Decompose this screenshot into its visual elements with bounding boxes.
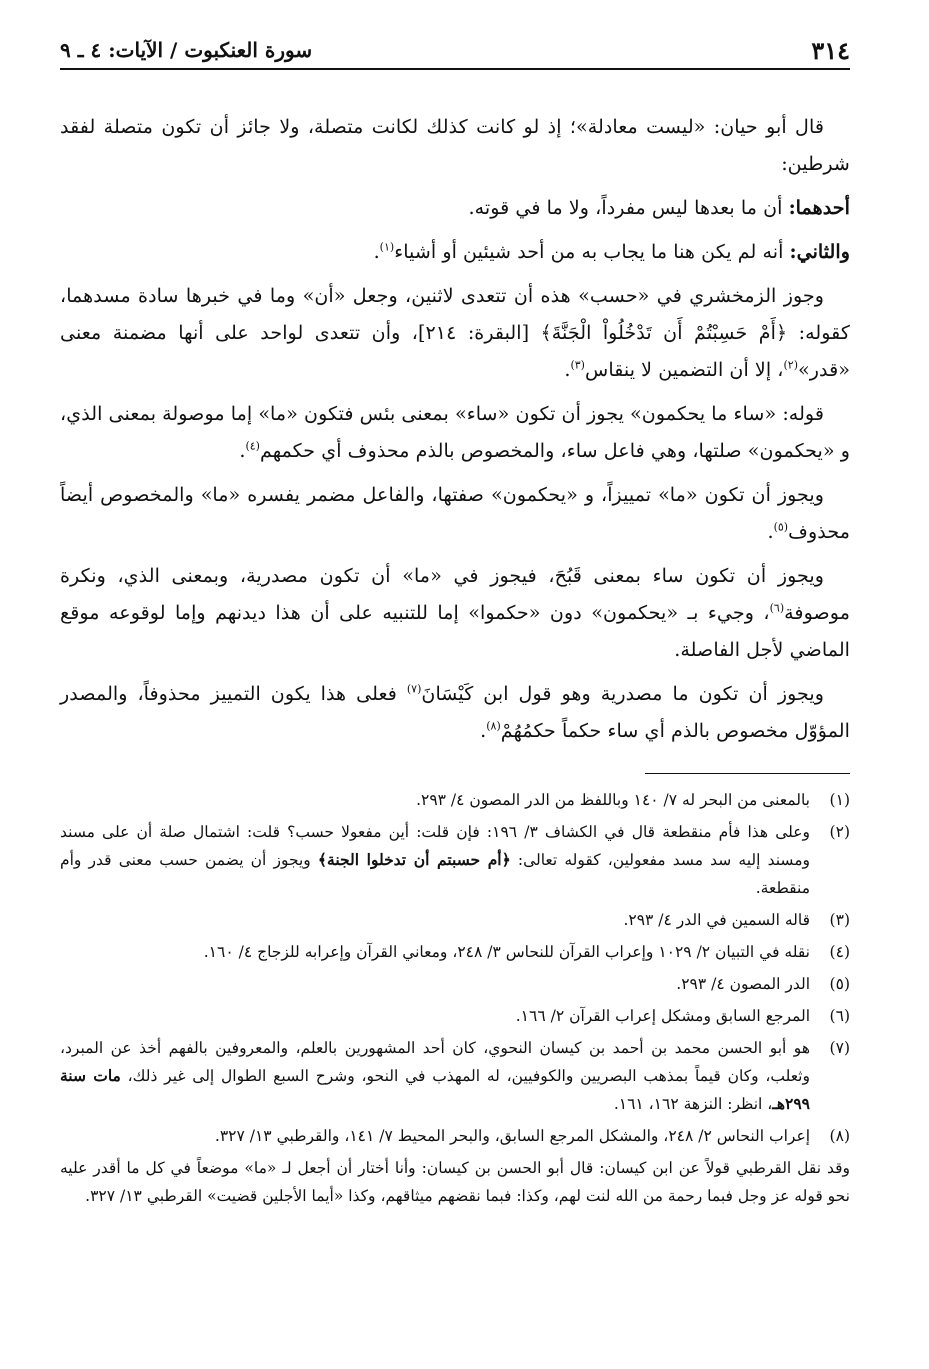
- footnote-divider: [645, 773, 850, 774]
- footnote-4: (٤) نقله في التبيان ٢/ ١٠٢٩ وإعراب القرآن للنحاس ٣/ ٢٤٨، ومعاني القرآن وإعرابه للزجاج ٤/ ١٦٠.: [60, 938, 850, 966]
- footnote-2: (٢) وعلى هذا فأم منقطعة قال في الكشاف ٣/ ١٩٦: فإن قلت: أين مفعولا حسب؟ قلت: اشتمال صلة أن على مسند ومسند إليه سد مسد مفعولين، كقوله تعالى: ﴿أم حسبتم أن تدخلوا الجنة﴾ ويجوز أن يضمن حسب معنى قدر وأم منقطعة.: [60, 818, 850, 902]
- footnote-number: (٤): [829, 943, 850, 961]
- paragraph-tamyiz: ويجوز أن تكون «ما» تمييزاً، و «يحكمون» صفتها، والفاعل مضمر يفسره «ما» والمخصوص أيضاً محذوف$^{(٥)}$.: [60, 483, 850, 543]
- footnote-number: (٥): [829, 975, 850, 993]
- footnotes: [60, 786, 850, 1210]
- footnote-3: (٣) قاله السمين في الدر ٤/ ٢٩٣.: [60, 906, 850, 934]
- lead-second: والثاني:: [789, 240, 850, 263]
- footnote-number: (٧): [829, 1039, 850, 1057]
- footnote-ref-5[interactable]: (٥): [773, 520, 789, 534]
- lead-first: أحدهما:: [788, 196, 850, 219]
- footnote-1: (١) بالمعنى من البحر له ٧/ ١٤٠ وباللفظ من الدر المصون ٤/ ٢٩٣.: [60, 786, 850, 814]
- footnote-ref-4[interactable]: (٤): [245, 439, 260, 453]
- footnote-ref-7[interactable]: (٧): [406, 682, 422, 696]
- paragraph-1: قال أبو حيان: «ليست معادلة»؛ إذ لو كانت كذلك لكانت متصلة، ولا جائز أن تكون متصلة لفقد شرطين:: [60, 115, 850, 175]
- footnote-ref-6[interactable]: (٦): [769, 601, 785, 615]
- footnote-ref-1[interactable]: (١): [379, 240, 395, 254]
- footnote-ref-3[interactable]: (٣): [570, 358, 585, 372]
- page: [60, 36, 850, 1210]
- page-number: ٣١٤: [811, 36, 850, 65]
- footnote-8-continuation: وقد نقل القرطبي قولاً عن ابن كيسان: قال أبو الحسن بن كيسان: وأنا أختار أن أجعل لـ «ما» موضعاً في كل ما أقدر عليه نحو قوله عز وجل فبما رحمة من الله لنت لهم، وكذا: فبما نقضهم ميثاقهم، وكذا «أيما الأجلين قضيت» القرطبي ١٣/ ٣٢٧.: [60, 1159, 850, 1205]
- footnote-number: (٣): [829, 911, 850, 929]
- running-head: سورة العنكبوت / الآيات: ٤ ـ ٩: [60, 38, 313, 62]
- footnote-5: (٥) الدر المصون ٤/ ٢٩٣.: [60, 970, 850, 998]
- footnote-number: (٦): [829, 1007, 850, 1025]
- footnote-number: (٢): [829, 823, 850, 841]
- page-header: [60, 36, 850, 70]
- footnote-ref-8[interactable]: (٨): [486, 719, 501, 733]
- footnote-8: (٨) إعراب النحاس ٢/ ٢٤٨، والمشكل المرجع السابق، والبحر المحيط ٧/ ١٤١، والقرطبي ١٣/ ٣٢٧.: [60, 1122, 850, 1150]
- footnote-number: (٨): [829, 1127, 850, 1145]
- main-text: [60, 108, 850, 749]
- footnote-6: (٦) المرجع السابق ومشكل إعراب القرآن ٢/ ١٦٦.: [60, 1002, 850, 1030]
- paragraph-saa: قوله: «ساء ما يحكمون» يجوز أن تكون «ساء» بمعنى بئس فتكون «ما» إما موصولة بمعنى الذي، و «يحكمون» صلتها، وهي فاعل ساء، والمخصوص بالذم محذوف أي حكمهم$^{(٤)}$.: [60, 402, 850, 462]
- footnote-number: (١): [829, 791, 850, 809]
- paragraph-zamakhshari: وجوز الزمخشري في «حسب» هذه أن تتعدى لاثنين، وجعل «أن» وما في خبرها سادة مسدهما، كقوله: ﴿أَمْ حَسِبْتُمْ أَن تَدْخُلُواْ الْجَنَّةَ﴾ [البقرة: ٢١٤]، وأن تتعدى لواحد على أنها مضمنة معنى «قدر»$^{(٢)}$، إلا أن التضمين لا ينقاس$^{(٣)}$.: [60, 284, 850, 381]
- footnote-ref-2[interactable]: (٢): [783, 358, 798, 372]
- footnote-7: (٧) هو أبو الحسن محمد بن أحمد بن كيسان النحوي، كان أحد المشهورين بالعلم، والمعروفين بالفهم أخذ عن المبرد، وثعلب، وكان قيماً بمذهب البصريين والكوفيين، له المهذب في النحو، وشرح السبع الطوال إلى غير ذلك، مات سنة ٢٩٩هـ، انظر: النزهة ١٦٢، ١٦١.: [60, 1034, 850, 1118]
- paragraph-qabuha: ويجوز أن تكون ساء بمعنى قَبُحَ، فيجوز في «ما» أن تكون مصدرية، وبمعنى الذي، ونكرة موصوفة$^{(٦)}$، وجيء بـ «يحكمون» دون «حكموا» إما للتنبيه على أن هذا ديدنهم وإما لوقوعه موقع الماضي لأجل الفاصلة.: [60, 564, 850, 661]
- paragraph-first-condition: أحدهما: أن ما بعدها ليس مفرداً، ولا ما في قوته.: [468, 196, 850, 219]
- paragraph-second-condition: والثاني: أنه لم يكن هنا ما يجاب به من أحد شيئين أو أشياء$^{(١)}$.: [373, 240, 850, 263]
- paragraph-kaysan: ويجوز أن تكون ما مصدرية وهو قول ابن كَيْسَانَ$^{(٧)}$ فعلى هذا يكون التمييز محذوفاً، والمصدر المؤوّل مخصوص بالذم أي ساء حكماً حكمُهُمْ$^{(٨)}$.: [60, 682, 850, 742]
